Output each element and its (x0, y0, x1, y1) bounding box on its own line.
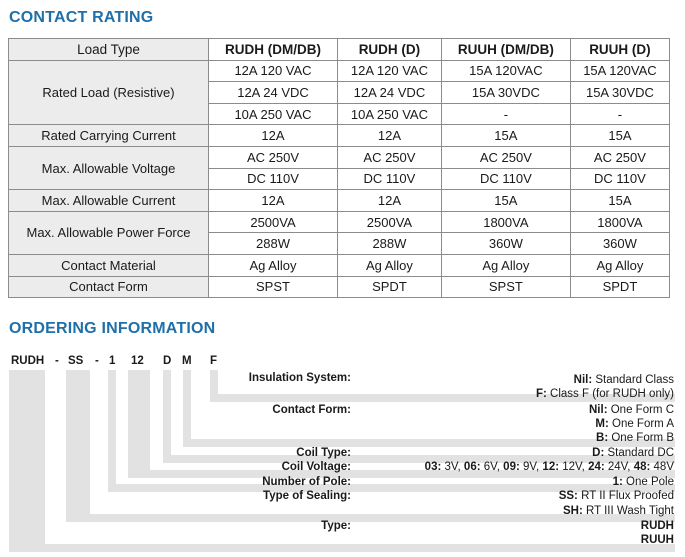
table-cell: SPST (441, 276, 570, 298)
contact-material-label: Contact Material (9, 254, 209, 276)
option-text: Class F (for RUDH only) (550, 388, 674, 400)
table-cell: 288W (209, 233, 338, 255)
header-rudh-dmdb: RUDH (DM/DB) (209, 39, 338, 61)
type-option (641, 520, 674, 532)
coil-type-label: Coil Type: (296, 447, 351, 459)
table-cell: SPDT (338, 276, 442, 298)
table-cell: 12A 24 VDC (209, 82, 338, 104)
sealing-option (559, 490, 674, 502)
type-label: Type: (321, 520, 351, 532)
header-rudh-d: RUDH (D) (338, 39, 442, 61)
table-cell: 15A 120VAC (570, 60, 669, 82)
option-key: RUUH (640, 534, 674, 546)
option-text: 12V, (562, 461, 585, 473)
type-option (641, 534, 674, 546)
code-poles: 1 (109, 355, 116, 367)
table-cell: DC 110V (338, 168, 442, 190)
max-voltage-label: Max. Allowable Voltage (9, 146, 209, 189)
table-cell: 15A 30VDC (570, 82, 669, 104)
option-text: 3V, (444, 461, 461, 473)
table-cell: AC 250V (338, 146, 442, 168)
option-key: Nil: (589, 404, 608, 416)
header-ruuh-d: RUUH (D) (570, 39, 669, 61)
table-cell: 12A 24 VDC (338, 82, 442, 104)
sealing-option (563, 505, 674, 517)
header-load-type: Load Type (9, 39, 209, 61)
contact-rating-title: CONTACT RATING (9, 9, 154, 26)
table-cell: AC 250V (570, 146, 669, 168)
table-cell: Ag Alloy (338, 254, 442, 276)
table-cell: 12A (209, 190, 338, 212)
header-ruuh-dmdb: RUUH (DM/DB) (441, 39, 570, 61)
code-type: RUDH (11, 355, 45, 367)
table-cell: 10A 250 VAC (209, 103, 338, 125)
option-text: One Pole (626, 476, 674, 488)
connector-bar (108, 370, 116, 490)
option-text: 6V, (483, 461, 500, 473)
table-cell: 15A 30VDC (441, 82, 570, 104)
table-cell: 12A 120 VAC (209, 60, 338, 82)
code-dash: - (95, 355, 99, 367)
option-key: Nil: (573, 374, 593, 386)
option-key: 06: (463, 461, 481, 473)
max-current-label: Max. Allowable Current (9, 190, 209, 212)
pole-option (613, 476, 674, 488)
type-of-sealing-label: Type of Sealing: (263, 490, 351, 502)
option-key: 03: (424, 461, 442, 473)
table-cell: 288W (338, 233, 442, 255)
table-cell: DC 110V (209, 168, 338, 190)
option-key: SS: (558, 490, 578, 502)
table-cell: AC 250V (441, 146, 570, 168)
connector-bar (9, 544, 675, 552)
coil-voltage-options (425, 461, 674, 473)
table-cell: AC 250V (209, 146, 338, 168)
table-cell: SPDT (570, 276, 669, 298)
table-cell: 12A (338, 190, 442, 212)
option-text: Standard DC (607, 447, 674, 459)
insulation-option (574, 374, 674, 386)
table-cell: 1800VA (441, 211, 570, 233)
table-cell: 12A (209, 125, 338, 147)
rated-load-label: Rated Load (Resistive) (9, 60, 209, 125)
table-cell: Ag Alloy (441, 254, 570, 276)
option-key: RUDH (640, 520, 674, 532)
code-coil-type: D (163, 355, 172, 367)
max-power-label: Max. Allowable Power Force (9, 211, 209, 254)
option-text: One Form B (611, 432, 674, 444)
table-cell: 15A (570, 190, 669, 212)
option-key: F: (535, 388, 547, 400)
insulation-option (536, 388, 674, 400)
insulation-system-label: Insulation System: (248, 372, 351, 384)
option-text: One Form C (610, 404, 674, 416)
contact-form-option (589, 404, 674, 416)
table-cell: 15A (570, 125, 669, 147)
contact-form-label: Contact Form (9, 276, 209, 298)
table-cell: - (441, 103, 570, 125)
option-key: D: (592, 447, 605, 459)
ordering-info-title: ORDERING INFORMATION (9, 320, 216, 337)
contact-form-option (596, 432, 674, 444)
code-sealing: SS (68, 355, 84, 367)
table-cell: 12A 120 VAC (338, 60, 442, 82)
table-cell: - (570, 103, 669, 125)
table-cell: 12A (338, 125, 442, 147)
table-cell: Ag Alloy (209, 254, 338, 276)
option-key: 12: (542, 461, 560, 473)
code-coil-voltage: 12 (131, 355, 144, 367)
option-key: 1: (612, 476, 623, 488)
table-cell: DC 110V (570, 168, 669, 190)
code-insulation: F (210, 355, 218, 367)
coil-voltage-label: Coil Voltage: (281, 461, 351, 473)
table-cell: Ag Alloy (570, 254, 669, 276)
connector-bar (66, 370, 90, 520)
option-text: 24V, (607, 461, 631, 473)
table-cell: 2500VA (209, 211, 338, 233)
option-text: One Form A (612, 418, 674, 430)
table-cell: 15A (441, 125, 570, 147)
number-of-pole-label: Number of Pole: (262, 476, 351, 488)
code-contact-form: M (182, 355, 192, 367)
option-text: 48V (653, 461, 674, 473)
option-key: 09: (503, 461, 520, 473)
coil-type-option (592, 447, 674, 459)
contact-form-option (595, 418, 674, 430)
table-cell: 360W (441, 233, 570, 255)
code-dash: - (55, 355, 59, 367)
connector-bar (183, 370, 191, 445)
table-cell: 15A 120VAC (441, 60, 570, 82)
table-cell: 15A (441, 190, 570, 212)
connector-bar (163, 370, 171, 461)
table-cell: DC 110V (441, 168, 570, 190)
option-text: Standard Class (595, 374, 674, 386)
table-cell: 1800VA (570, 211, 669, 233)
contact-form-order-label: Contact Form: (272, 404, 351, 416)
option-key: SH: (562, 505, 583, 517)
connector-bar (9, 370, 45, 550)
option-key: 24: (588, 461, 605, 473)
option-key: M: (595, 418, 609, 430)
table-cell: SPST (209, 276, 338, 298)
option-text: 9V, (523, 461, 540, 473)
option-key: 48: (633, 461, 651, 473)
table-cell: 2500VA (338, 211, 442, 233)
table-cell: 10A 250 VAC (338, 103, 442, 125)
rated-carrying-label: Rated Carrying Current (9, 125, 209, 147)
connector-bar (128, 370, 150, 475)
option-text: RT II Flux Proofed (581, 490, 674, 502)
option-key: B: (596, 432, 609, 444)
table-cell: 360W (570, 233, 669, 255)
option-text: RT III Wash Tight (586, 505, 674, 517)
